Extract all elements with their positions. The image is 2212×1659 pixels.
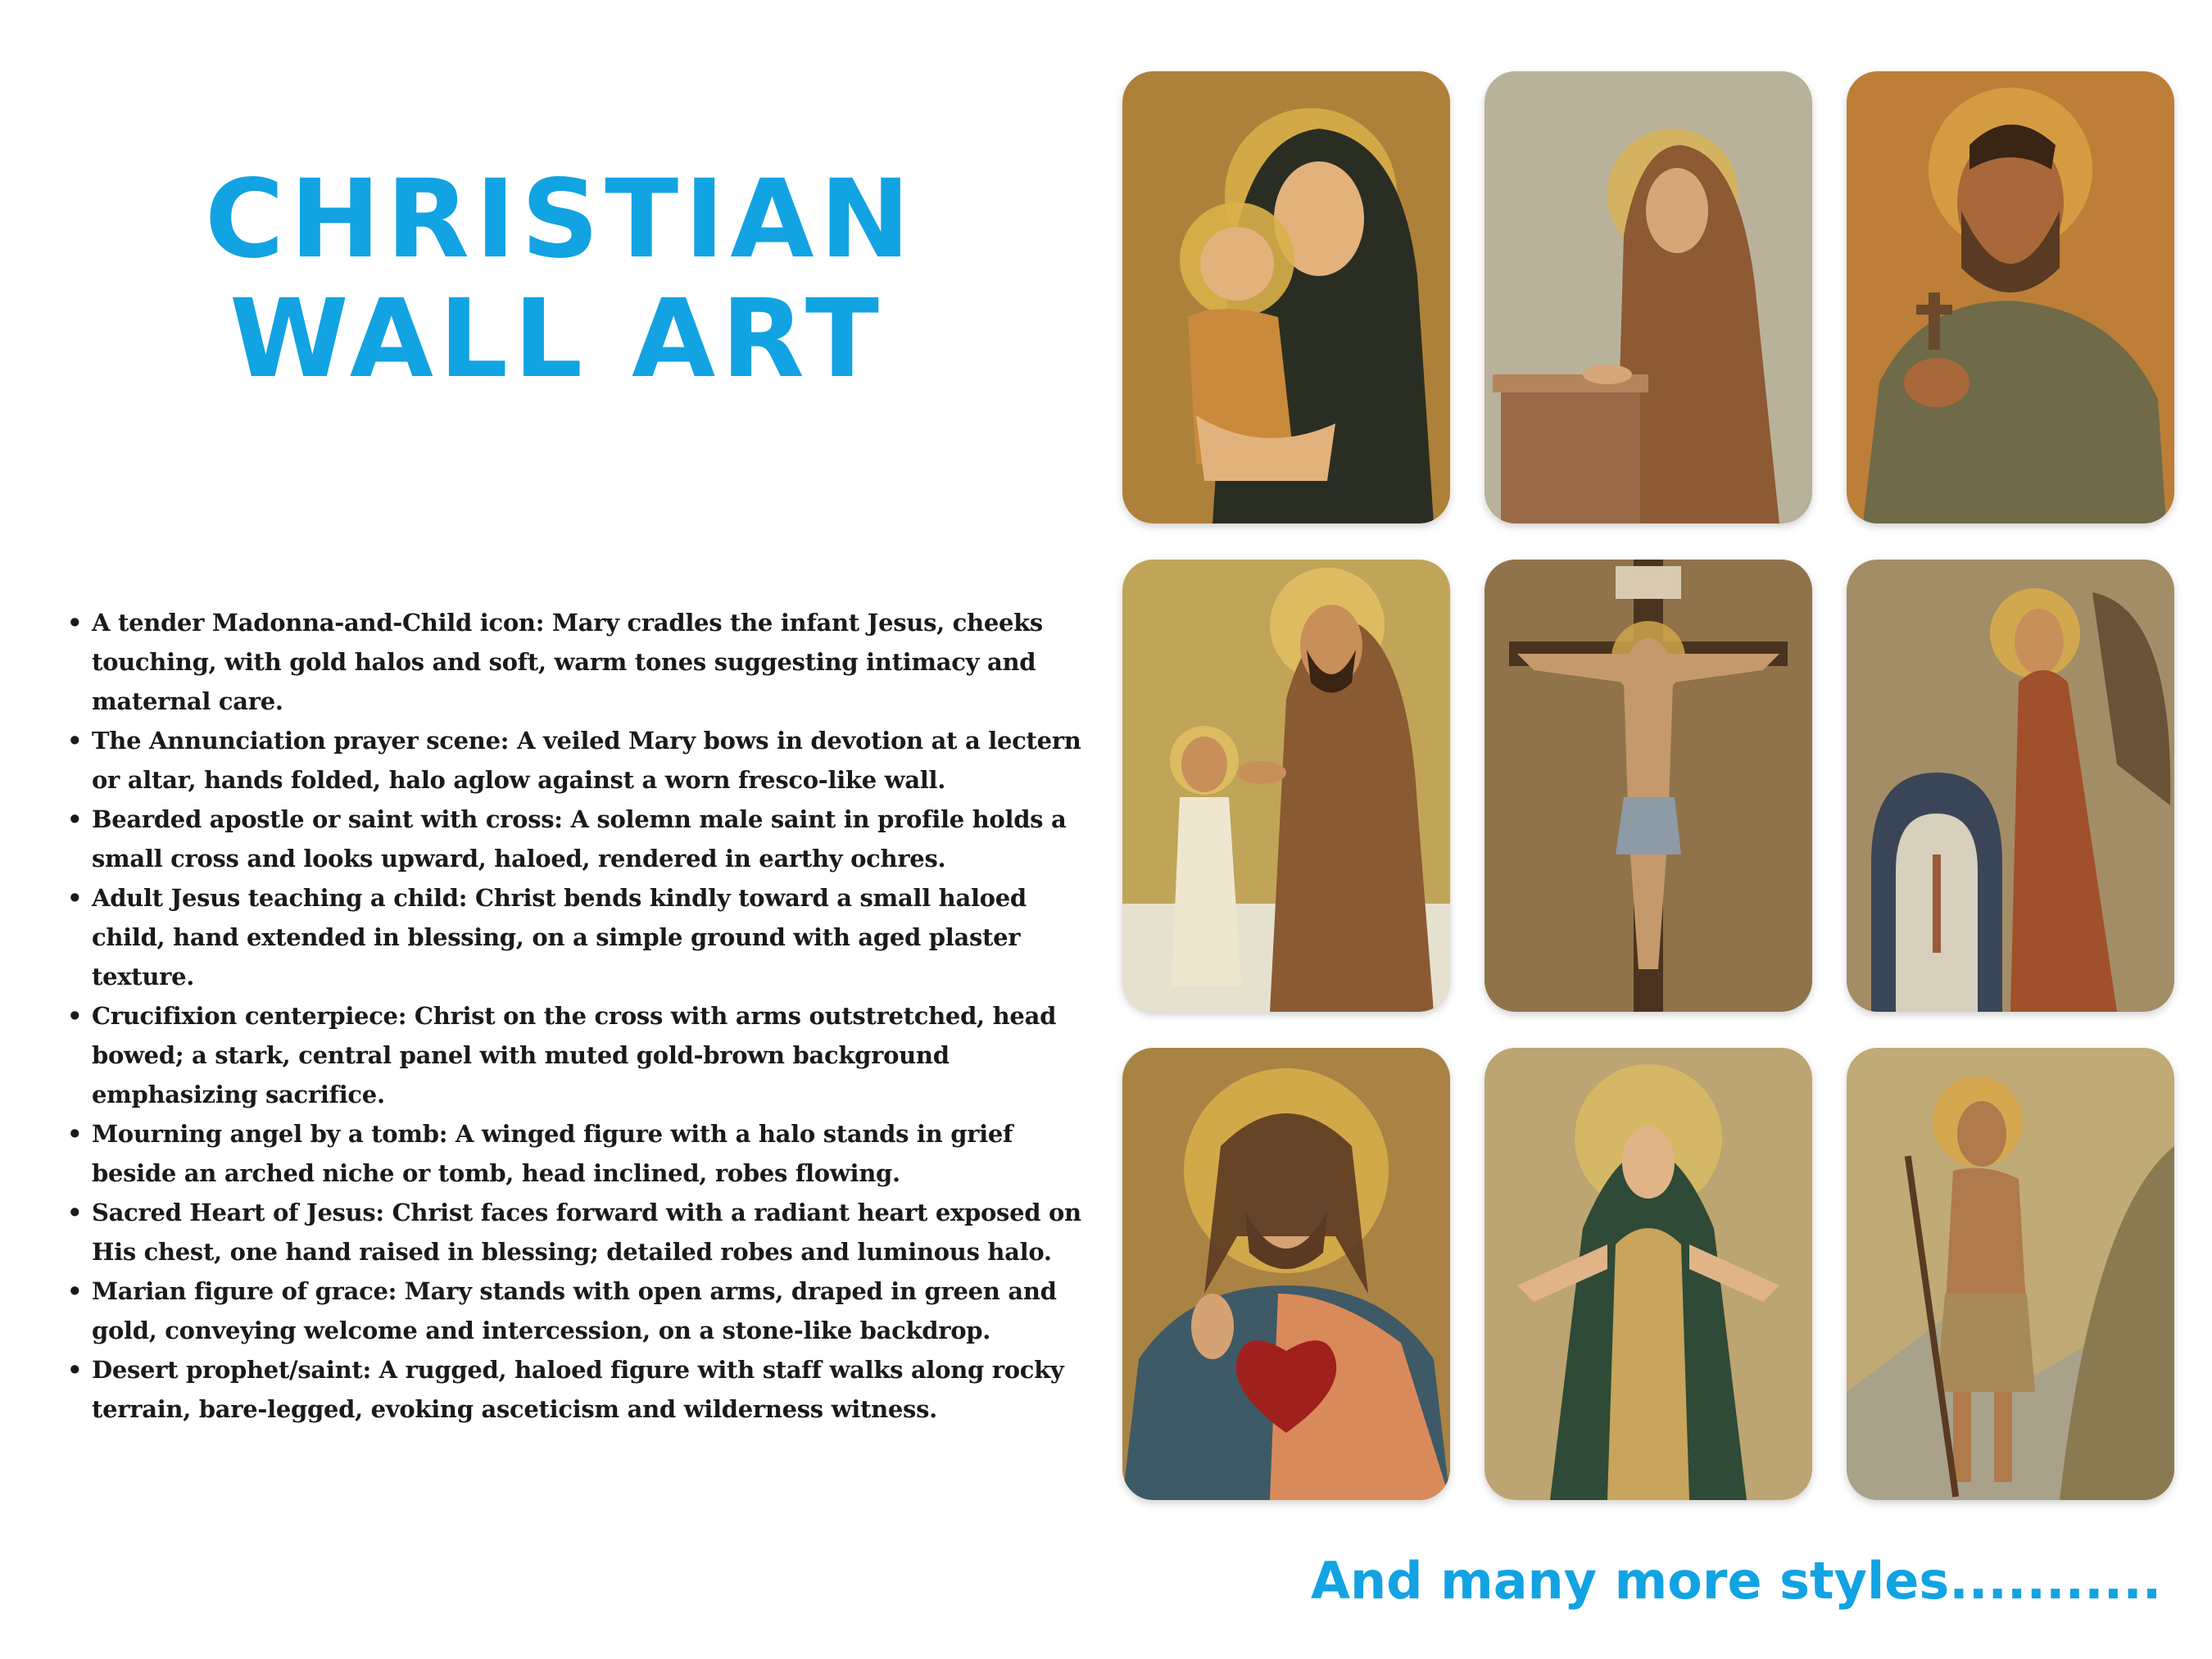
list-item-text: Marian figure of grace: Mary stands with open arms, draped in green and gold, conveying welcome and intercession, on a stone-like backdrop. bbox=[92, 1277, 1057, 1344]
jesus-teaching-child-image bbox=[1122, 560, 1450, 1012]
list-item-text: Mourning angel by a tomb: A winged figure with a halo stands in grief beside an arched niche or tomb, head inclined, robes flowing. bbox=[92, 1120, 1013, 1187]
bullet-icon: • bbox=[67, 1277, 83, 1305]
list-item-text: Bearded apostle or saint with cross: A solemn male saint in profile holds a small cross and looks upward, haloed, rendered in earthy ochres. bbox=[92, 805, 1067, 873]
artwork-bearded-saint-cross[interactable] bbox=[1847, 71, 2174, 524]
artwork-sacred-heart[interactable] bbox=[1122, 1048, 1450, 1500]
artwork-madonna-and-child[interactable] bbox=[1122, 71, 1450, 524]
sacred-heart-image bbox=[1122, 1048, 1450, 1500]
list-item-text: A tender Madonna-and-Child icon: Mary cradles the infant Jesus, cheeks touching, with gold halos and soft, warm tones suggesting intimacy and maternal care. bbox=[92, 609, 1043, 715]
artwork-crucifixion[interactable] bbox=[1484, 560, 1812, 1012]
bullet-icon: • bbox=[67, 884, 83, 912]
bullet-icon: • bbox=[67, 609, 83, 637]
desert-prophet-image bbox=[1847, 1048, 2174, 1500]
artwork-desert-prophet[interactable] bbox=[1847, 1048, 2174, 1500]
artwork-jesus-teaching-child[interactable] bbox=[1122, 560, 1450, 1012]
list-item-text: The Annunciation prayer scene: A veiled Mary bows in devotion at a lectern or altar, hands folded, halo aglow against a worn fresco-like wall. bbox=[92, 727, 1081, 794]
annunciation-prayer-image bbox=[1484, 71, 1812, 524]
bullet-icon: • bbox=[67, 727, 83, 755]
madonna-and-child-image bbox=[1122, 71, 1450, 524]
list-item-text: Sacred Heart of Jesus: Christ faces forward with a radiant heart exposed on His chest, one hand raised in blessing; detailed robes and luminous halo. bbox=[92, 1199, 1081, 1266]
list-item-text: Crucifixion centerpiece: Christ on the cross with arms outstretched, head bowed; a stark, central panel with muted gold-brown background emphasizing sacrifice. bbox=[92, 1002, 1057, 1108]
artwork-marian-grace[interactable] bbox=[1484, 1048, 1812, 1500]
title-line-1: CHRISTIAN bbox=[205, 156, 916, 283]
bearded-saint-cross-image bbox=[1847, 71, 2174, 524]
mourning-angel-image bbox=[1847, 560, 2174, 1012]
bullet-icon: • bbox=[67, 805, 83, 833]
marian-grace-image bbox=[1484, 1048, 1812, 1500]
bullet-icon: • bbox=[67, 1002, 83, 1030]
artwork-annunciation-prayer[interactable] bbox=[1484, 71, 1812, 524]
list-item-text: Desert prophet/saint: A rugged, haloed figure with staff walks along rocky terrain, bare-legged, evoking asceticism and wilderness witness. bbox=[92, 1356, 1064, 1423]
bullet-icon: • bbox=[67, 1356, 83, 1384]
list-item-text: Adult Jesus teaching a child: Christ bends kindly toward a small haloed child, hand extended in blessing, on a simple ground with aged plaster texture. bbox=[92, 884, 1027, 990]
bullet-icon: • bbox=[67, 1199, 83, 1226]
more-styles-caption: And many more styles........... bbox=[1311, 1551, 2162, 1611]
crucifixion-image bbox=[1484, 560, 1812, 1012]
bullet-icon: • bbox=[67, 1120, 83, 1148]
title-line-2: WALL ART bbox=[229, 276, 885, 402]
artwork-mourning-angel[interactable] bbox=[1847, 560, 2174, 1012]
